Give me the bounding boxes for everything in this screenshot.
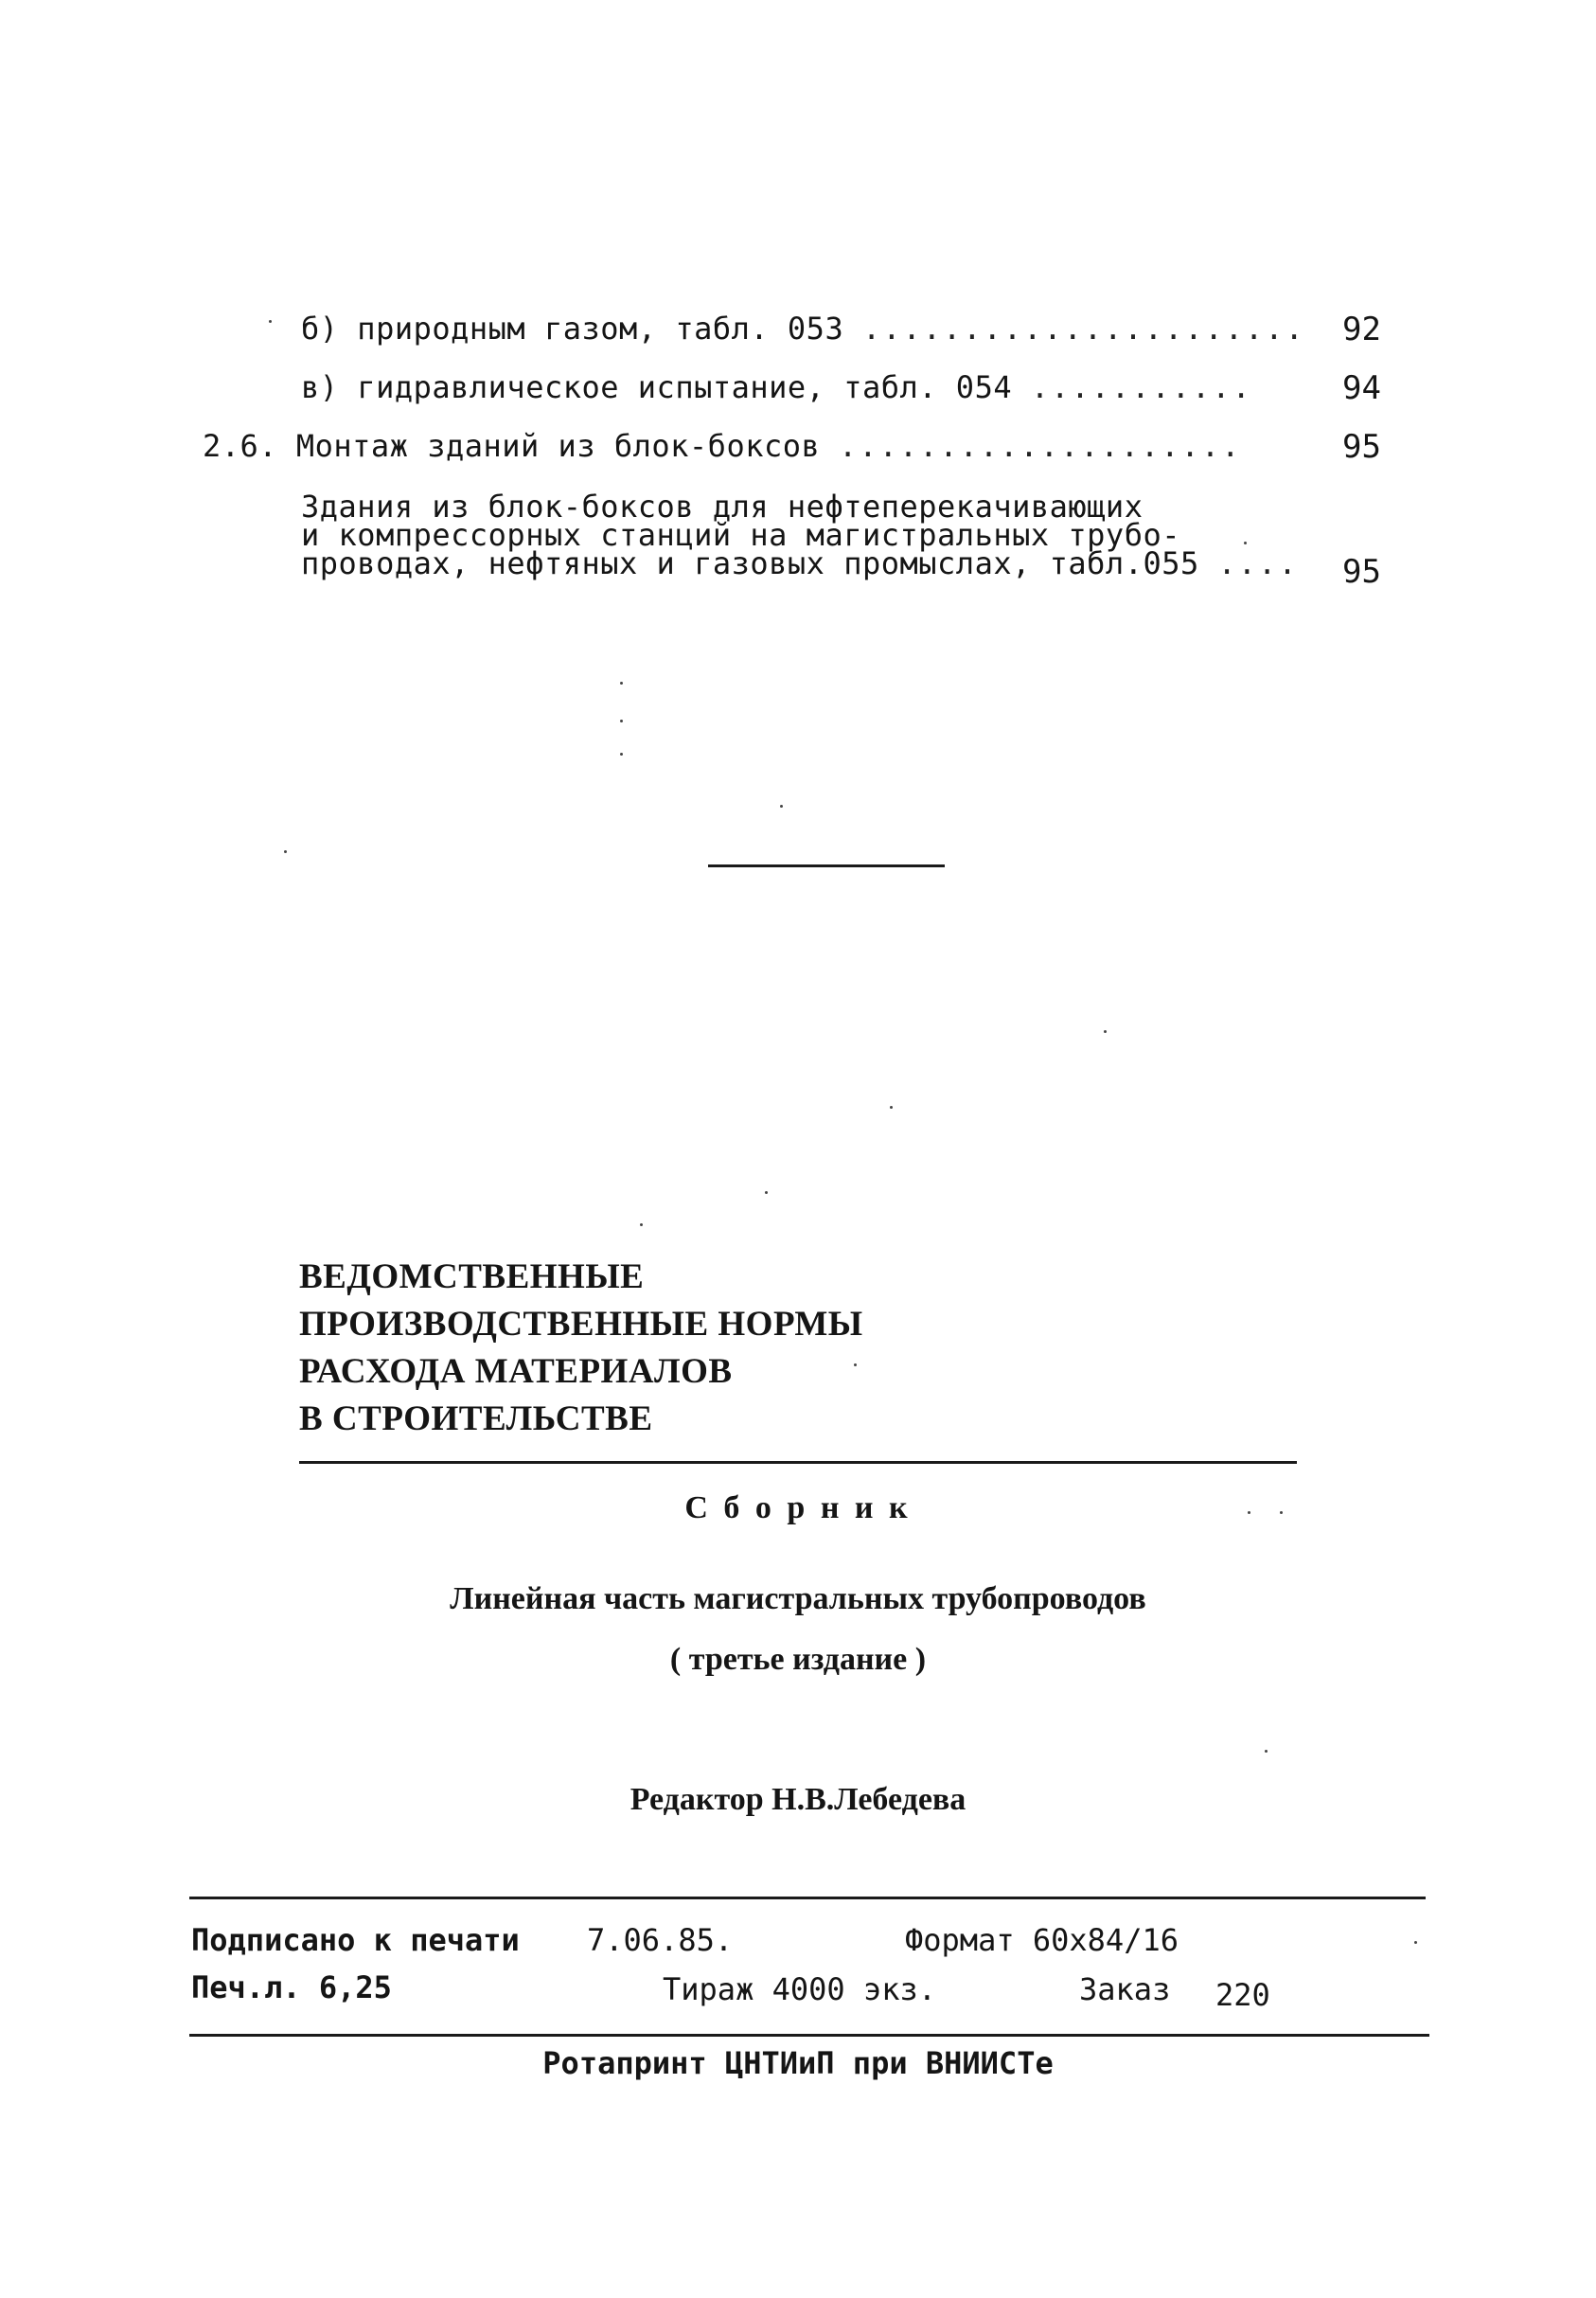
series-heading-line: РАСХОДА МАТЕРИАЛОВ <box>299 1352 733 1391</box>
toc-section-2-6 <box>203 428 1241 464</box>
series-heading-line: ПРОИЗВОДСТВЕННЫЕ НОРМЫ <box>299 1305 863 1344</box>
collection-title: Линейная часть магистральных трубопроводов <box>450 1581 1146 1616</box>
toc-entry-text: б) природным газом, табл. 053 <box>301 311 844 347</box>
scan-speck <box>269 320 272 323</box>
order-label: Заказ <box>1079 1971 1171 2007</box>
imprint-bottom-rule <box>189 2034 1429 2037</box>
toc-entry-line: и компрессорных станций на магистральных трубо- <box>301 517 1180 553</box>
edition-note: ( третье издание ) <box>669 1642 927 1677</box>
series-heading-line: В СТРОИТЕЛЬСТВЕ <box>299 1399 653 1438</box>
separator-line <box>708 864 945 867</box>
toc-page-number: 92 <box>1342 311 1381 348</box>
toc-leader-dots: ........... <box>1030 369 1252 405</box>
scan-speck <box>620 753 623 756</box>
toc-entry-text: Монтаж зданий из блок-боксов <box>295 428 821 464</box>
scan-speck <box>1414 1941 1417 1944</box>
scan-speck <box>1244 542 1247 544</box>
scan-speck <box>1104 1030 1107 1033</box>
scan-speck <box>780 805 783 808</box>
scan-speck <box>640 1223 643 1226</box>
toc-entry-buildings <box>301 489 1299 581</box>
toc-leader-dots: ...................... <box>861 311 1305 347</box>
collection-label: С б о р н и к <box>684 1490 912 1525</box>
toc-entry-text: в) гидравлическое испытание, табл. 054 <box>301 369 1013 405</box>
scan-speck <box>620 682 623 685</box>
signed-date: 7.06.85. <box>587 1922 734 1958</box>
printer-line: Ротапринт ЦНТИиП при ВНИИСТе <box>542 2045 1054 2081</box>
paper-format: Формат 60х84/16 <box>905 1922 1179 1958</box>
scan-speck <box>765 1191 768 1194</box>
signed-label: Подписано к печати <box>191 1922 520 1958</box>
editor-credit: Редактор Н.В.Лебедева <box>630 1782 966 1817</box>
toc-leader-dots: .................... <box>839 428 1242 464</box>
print-run: Тираж 4000 экз. <box>663 1971 936 2007</box>
toc-page-number: 94 <box>1342 369 1381 407</box>
scan-speck <box>890 1106 893 1109</box>
toc-entry-line: Здания из блок-боксов для нефтеперекачивающих <box>301 489 1144 525</box>
scan-speck <box>1265 1750 1268 1753</box>
scan-speck <box>1248 1511 1250 1514</box>
scan-speck <box>284 850 287 853</box>
toc-entry-v <box>301 369 1252 405</box>
scan-speck <box>1280 1511 1283 1514</box>
toc-entry-b <box>301 311 1305 347</box>
toc-page-number: 95 <box>1342 428 1381 466</box>
toc-section-number: 2.6. <box>203 428 278 464</box>
print-sheets: Печ.л. 6,25 <box>191 1969 392 2005</box>
imprint-top-rule <box>189 1897 1426 1899</box>
toc-page-number: 95 <box>1342 553 1381 591</box>
scan-speck <box>620 720 623 722</box>
series-heading-line: ВЕДОМСТВЕННЫЕ <box>299 1257 645 1296</box>
series-heading <box>299 1254 863 1443</box>
heading-rule <box>299 1461 1297 1464</box>
scan-speck <box>854 1363 857 1366</box>
toc-entry-line: проводах, нефтяных и газовых промыслах, табл.055 <box>301 545 1199 581</box>
order-number: 220 <box>1215 1977 1270 2013</box>
toc-leader-dots: .... <box>1217 545 1299 581</box>
